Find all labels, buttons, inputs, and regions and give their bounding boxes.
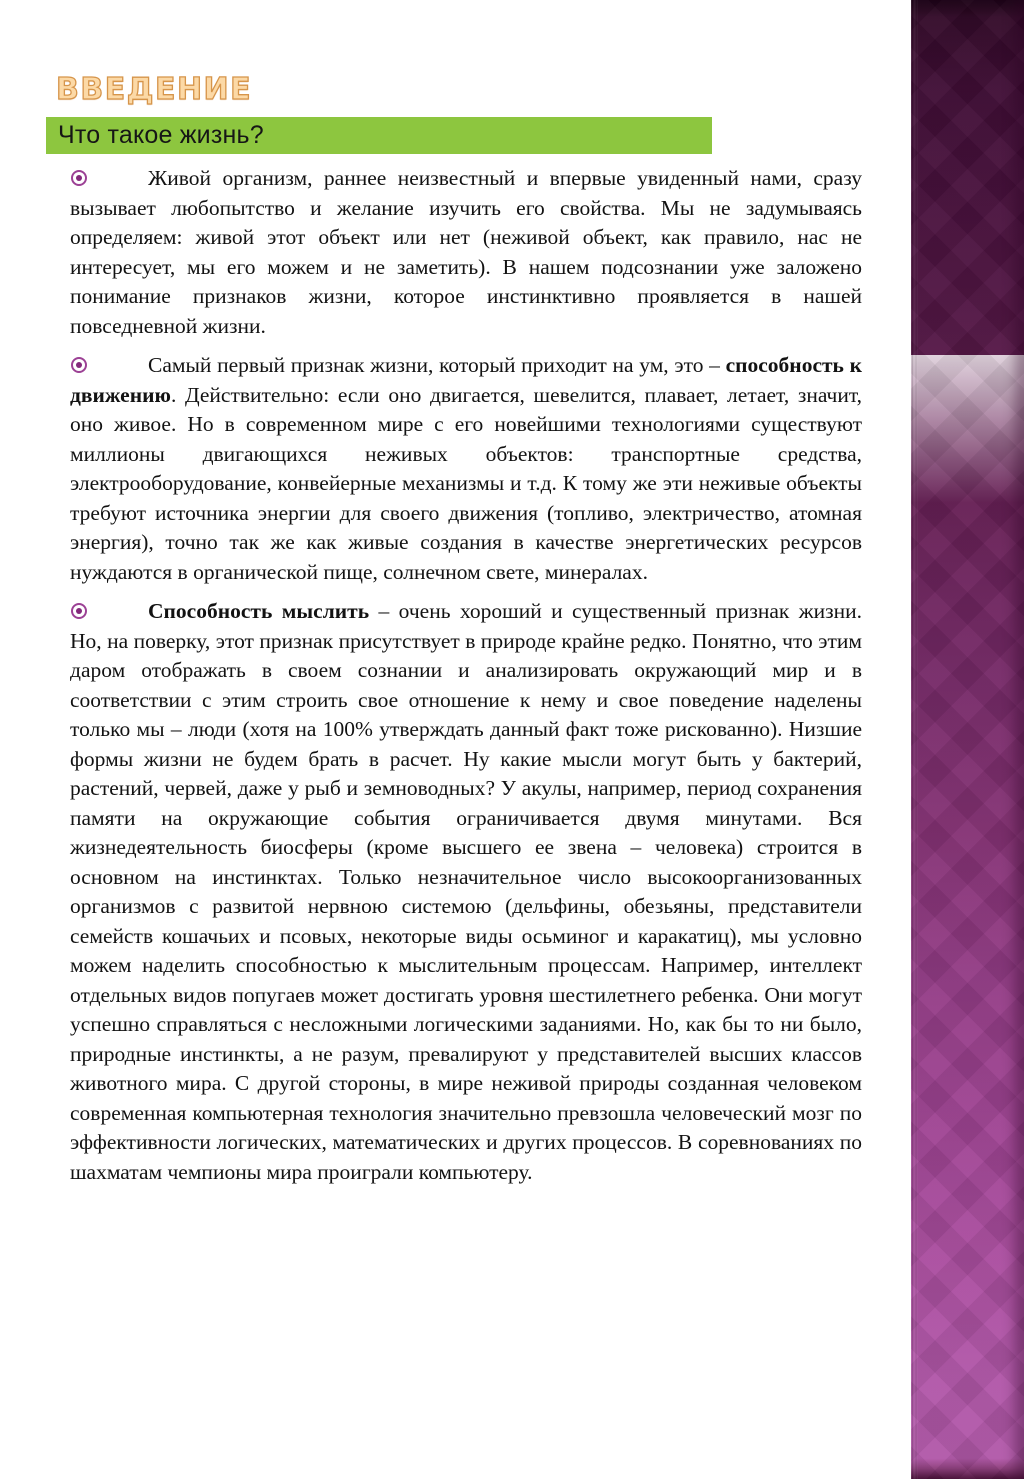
section-heading-label: Что такое жизнь? [58, 121, 264, 149]
text-segment: – очень хороший и существенный признак жизни. Но, на поверку, этот признак присутствует в природе крайне редко. Понятно, что этим даром отображать в своем сознании и анализировать окружающий мир и в соответствии с этим строить свое отношение к нему и свое поведение наделены только мы – люди (хотя на 100% утверждать данный факт тоже рискованно). Низшие формы жизни не будем брать в расчет. Ну какие мысли могут быть у бактерий, растений, червей, даже у рыб и земноводных? У акулы, например, период сохранения памяти на окружающие события ограничивается двумя минутами. Вся жизнедеятельность биосферы (кроме высшего ее звена – человека) строится в основном на инстинктах. Только незначительное число высокоорганизованных организмов с развитой нервною системою (дельфины, обезьяны, представители семейств кошачьих и псовых, некоторые виды осьминог и каракатиц), мы условно можем наделить способностью к мыслительным процессам. Например, интеллект отдельных видов попугаев может достигать уровня шестилетнего ребенка. Они могут успешно справляться с несложными логическими заданиями. Но, как бы то ни было, природные инстинкты, а не разум, превалируют у представителей высших классов животного мира. С другой стороны, в мире неживой природы созданная человеком современная компьютерная технология значительно превзошла человеческий мозг по эффективности логических, математических и других процессов. В соревнованиях по шахматам чемпионы мира проиграли компьютеру. [70, 599, 862, 1184]
paragraph [70, 351, 862, 587]
bullet-icon [71, 357, 87, 373]
paragraph [70, 164, 862, 341]
decorative-sidebar [911, 0, 1024, 1479]
section-heading-bar [46, 117, 712, 154]
paragraph [70, 597, 862, 1187]
text-segment: . Действительно: если оно двигается, шевелится, плавает, летает, значит, оно живое. Но в современном мире с его новейшими технологиями существуют миллионы двигающихся неживых объектов: транспортные средства, электрооборудование, конвейерные механизмы и т.д. К тому же эти неживые объекты требуют источника энергии для своего движения (топливо, электричество, атомная энергия), точно так же как живые создания в качестве энергетических ресурсов нуждаются в органической пище, солнечном свете, минералах. [70, 382, 862, 584]
body-content [70, 164, 862, 1187]
paragraph-text [70, 597, 862, 1187]
text-segment: Способность мыслить [148, 599, 370, 623]
text-segment: Живой организм, раннее неизвестный и впервые увиденный нами, сразу вызывает любопытство и желание изучить его свойства. Мы не задумываясь определяем: живой этот объект или нет (неживой объект, как правило, нас не интересует, мы его можем и не заметить). В нашем подсознании уже заложено понимание признаков жизни, которое инстинктивно проявляется в нашей повседневной жизни. [70, 166, 862, 338]
bullet-icon [71, 603, 87, 619]
paragraph-text [70, 351, 862, 587]
paragraph-text [70, 164, 862, 341]
page-title: ВВЕДЕНИЕ [56, 72, 253, 107]
bullet-icon [71, 170, 87, 186]
text-segment: Самый первый признак жизни, который приходит на ум, это – [148, 353, 726, 377]
text-segment: способность к движению [70, 353, 862, 407]
